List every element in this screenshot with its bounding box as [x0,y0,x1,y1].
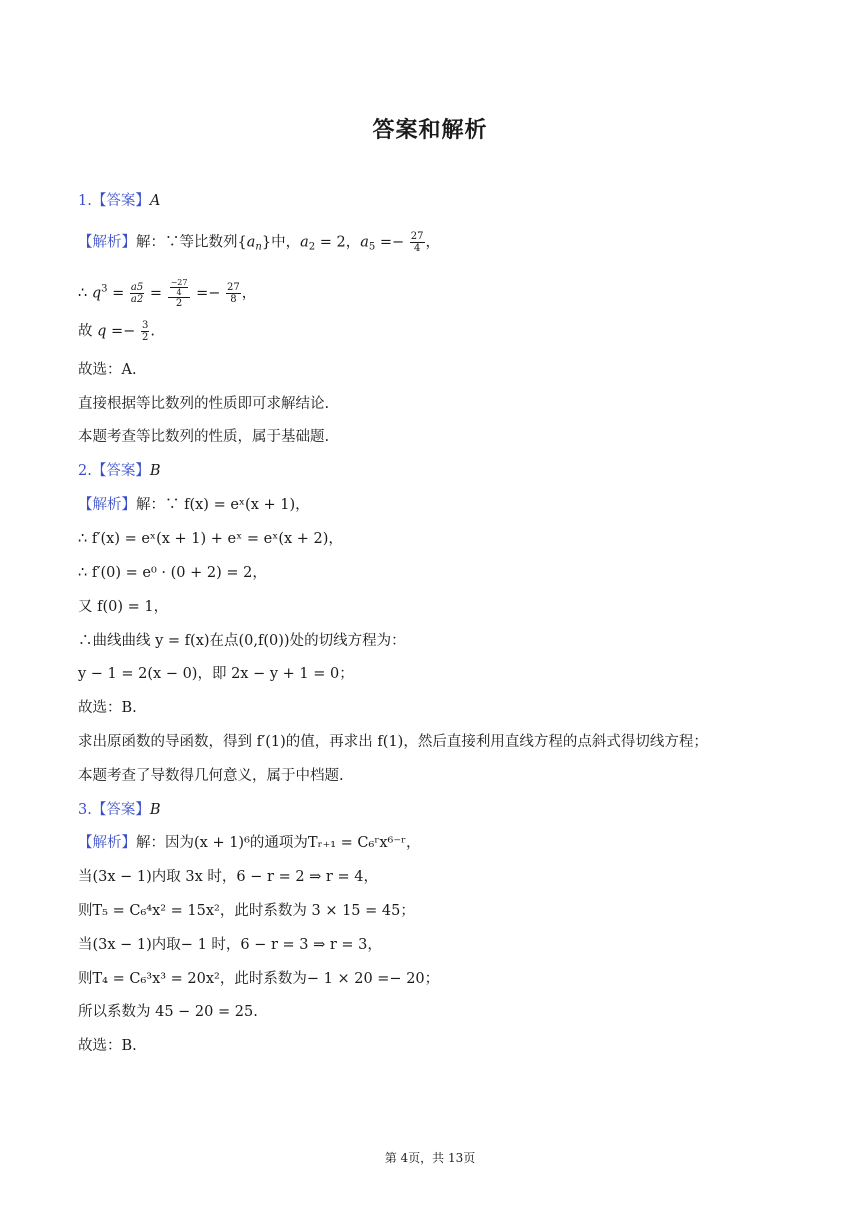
q1-l2-q: q [91,285,102,302]
q3-analysis-line-3: 则T₅ = C₆⁴x² = 15x²，此时系数为 3 × 15 = 45； [78,903,415,919]
q2-answer-tag: 【答案】 [91,463,150,479]
q1-l2-fraction-1: $\frac{a5}{a2}$ [130,282,144,305]
q3-l1-text: 解：因为(x + 1)⁶的通项为Tᵣ₊₁ = C₆ʳx⁶⁻ʳ， [136,835,421,851]
q1-l2-pow: 3 [101,283,108,295]
q1-analysis-line-2 [78,278,256,309]
q1-l3-text: 故 [78,323,98,340]
q1-method-line: 直接根据等比数列的性质即可求解结论. [78,396,330,412]
q2-analysis-line-5: ∴曲线曲线 y = f(x)在点(0,f(0))处的切线方程为： [78,633,406,649]
q1-l2-fraction-3: $\frac{27}{8}$ [227,282,240,305]
q3-answer-tag: 【答案】 [91,802,150,818]
q1-l1-text: 解：∵等比数列{ [136,234,247,251]
q1-answer-header [78,191,160,211]
q1-l1-fraction: $\frac{27}{4}$ [410,231,424,254]
q2-number: 2. [78,463,92,479]
q3-analysis-line-1 [78,833,421,853]
q2-method-line: 求出原函数的导函数，得到 f′(1)的值，再求出 f(1)，然后直接利用直线方程的点斜式得切线方程； [78,734,708,750]
q1-l1-a5: a [360,234,369,251]
q1-answer-value: A [149,193,161,209]
q1-number: 1. [78,193,92,209]
q3-answer-header [78,800,161,820]
q1-analysis-tag: 【解析】 [78,234,136,251]
q2-analysis-line-1 [78,495,310,515]
q1-l2-fraction-2: $\frac{\frac{-27}{4}}{2}$ [168,278,191,309]
q1-l1-n: n [255,241,262,253]
q1-l1-a5-sub: 5 [368,241,376,253]
q1-l1-eq2: =− [375,234,409,251]
q3-analysis-line-4: 当(3x − 1)内取− 1 时，6 − r = 3 ⇒ r = 3， [78,937,382,953]
q2-choice-line: 故选：B. [78,700,137,716]
q1-analysis-line-1 [78,231,440,258]
page-title: 答案和解析 [372,118,488,143]
q1-l2-eq2: = [145,285,167,302]
q1-analysis-line-3 [78,320,155,343]
page-footer: 第 4页，共 13页 [384,1151,476,1165]
q1-l3-fraction: $\frac{3}{2}$ [141,320,149,343]
q1-summary-line: 本题考查等比数列的性质，属于基础题. [78,429,330,445]
q1-l2-inner-fraction: $\frac{-27}{4}$ [170,278,188,297]
q2-analysis-tag: 【解析】 [78,497,136,513]
q1-answer-tag: 【答案】 [91,193,150,209]
q1-l1-a2-sub: 2 [308,241,316,253]
q3-analysis-line-6: 所以系数为 45 − 20 = 25. [78,1004,258,1020]
q2-analysis-line-3: ∴ f′(0) = e⁰ · (0 + 2) = 2， [78,565,267,581]
q2-summary-line: 本题考查了导数得几何意义，属于中档题. [78,768,344,784]
q2-analysis-line-2: ∴ f′(x) = eˣ(x + 1) + eˣ = eˣ(x + 2)， [78,531,343,547]
q1-l1-text2: }中， [261,234,301,251]
q3-analysis-tag: 【解析】 [78,835,136,851]
q2-answer-value: B [149,463,161,479]
q3-analysis-line-2: 当(3x − 1)内取 3x 时，6 − r = 2 ⇒ r = 4， [78,869,378,885]
q1-l3-end: . [150,323,155,340]
q2-analysis-line-4: 又 f(0) = 1， [78,599,169,615]
q1-l3-q: q [97,323,107,340]
q2-l1-text: 解：∵ f(x) = eˣ(x + 1)， [136,497,310,513]
q1-l2-end: ， [241,285,257,302]
q3-answer-value: B [149,802,161,818]
q1-choice-line: 故选：A. [78,362,137,378]
q1-l2-eq3: =− [191,285,226,302]
q1-l1-a2: a [300,234,309,251]
q1-l1-eq1: = 2， [315,234,361,251]
q1-l1-a: a [246,234,256,251]
q1-l1-end: ， [425,234,440,251]
q3-analysis-line-5: 则T₄ = C₆³x³ = 20x²，此时系数为− 1 × 20 =− 20； [78,971,440,987]
q3-number: 3. [78,802,92,818]
q1-l2-eq: = [107,285,129,302]
q1-l3-eq: =− [106,323,140,340]
q1-l2-start: ∴ [78,285,92,302]
q2-analysis-line-6: y − 1 = 2(x − 0)，即 2x − y + 1 = 0； [78,666,354,682]
q3-choice-line: 故选：B. [78,1038,137,1054]
q2-answer-header [78,461,161,481]
